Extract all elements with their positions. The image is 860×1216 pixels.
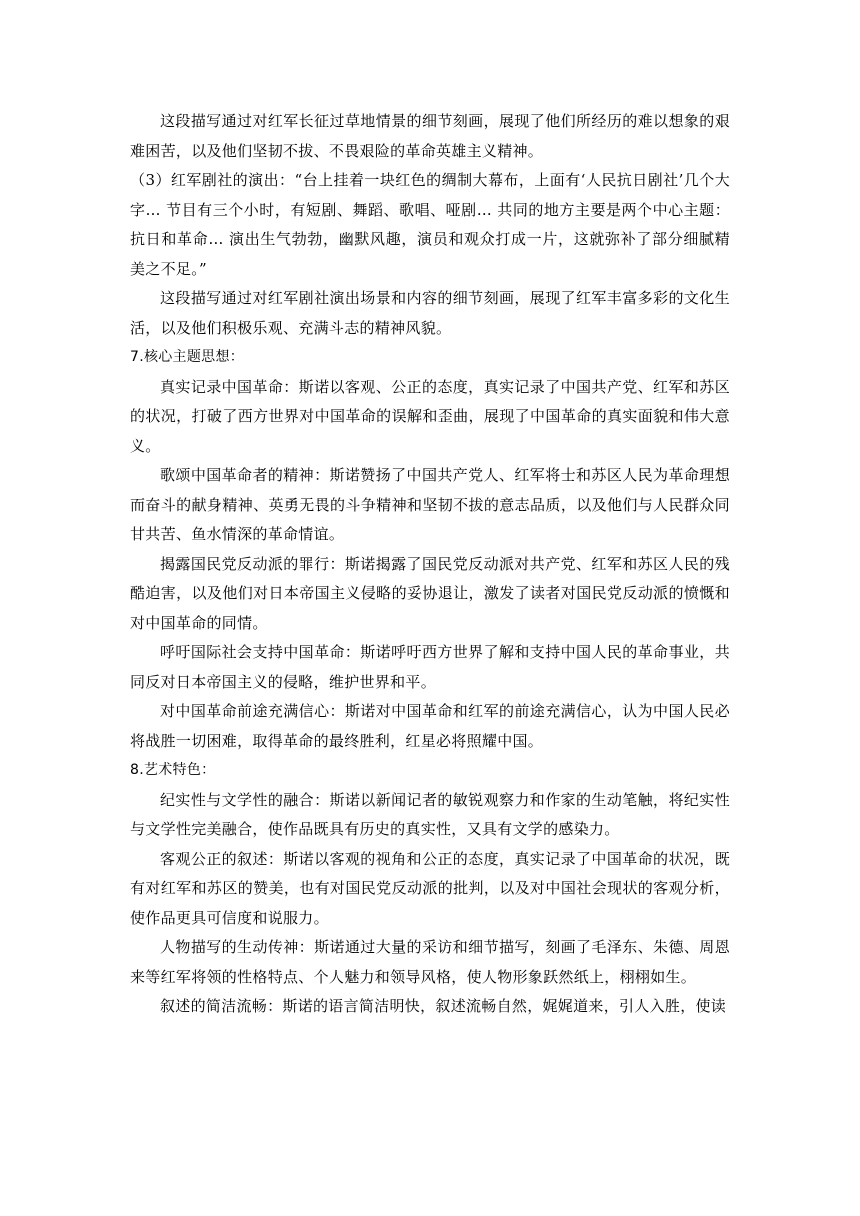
paragraph-art-documentary: 纪实性与文学性的融合：斯诺以新闻记者的敏锐观察力和作家的生动笔触，将纪实性与文学性完美融合，使作品既具有历史的真实性，又具有文学的感染力。 [130,790,730,838]
paragraph-theme-praise: 歌颂中国革命者的精神：斯诺赞扬了中国共产党人、红军将士和苏区人民为革命理想而奋斗的献身精神、英勇无畏的斗争精神和坚韧不拔的意志品质，以及他们与人民群众同甘共苦、鱼水情深的革命情谊。 [130,466,730,543]
section-heading-core-theme: 7.核心主题思想： [130,349,245,365]
paragraph-art-narration: 叙述的简洁流畅：斯诺的语言简洁明快，叙述流畅自然，娓娓道来，引人入胜，使读 [160,997,727,1015]
paragraph-theme-record: 真实记录中国革命：斯诺以客观、公正的态度，真实记录了中国共产党、红军和苏区的状况，打破了西方世界对中国革命的误解和歪曲，展现了中国革命的真实面貌和伟大意义。 [130,377,730,455]
paragraph-theme-appeal: 呼吁国际社会支持中国革命：斯诺呼吁西方世界了解和支持中国人民的革命事业，共同反对日本帝国主义的侵略，维护世界和平。 [130,643,730,691]
paragraph-drama-quote: （3）红军剧社的演出：“台上挂着一块红色的绸制大幕布，上面有‘人民抗日剧社’几个大字… 节目有三个小时，有短剧、舞蹈、歌唱、哑剧… 共同的地方主要是两个中心主题：抗日和革命… 演出生气勃勃，幽默风趣，演员和观众打成一片，这就弥补了部分细腻精美之不足。” [130,171,730,278]
paragraph-theme-expose: 揭露国民党反动派的罪行：斯诺揭露了国民党反动派对共产党、红军和苏区人民的残酷迫害，以及他们对日本帝国主义侵略的妥协退让，激发了读者对国民党反动派的愤慨和对中国革命的同情。 [130,554,730,632]
paragraph-art-objective: 客观公正的叙述：斯诺以客观的视角和公正的态度，真实记录了中国革命的状况，既有对红军和苏区的赞美，也有对国民党反动派的批判，以及对中国社会现状的客观分析，使作品更具可信度和说服力。 [130,849,730,927]
paragraph-art-characters: 人物描写的生动传神：斯诺通过大量的采访和细节描写，刻画了毛泽东、朱德、周恩来等红军将领的性格特点、个人魅力和领导风格，使人物形象跃然纸上，栩栩如生。 [130,938,730,986]
paragraph-grassland-analysis: 这段描写通过对红军长征过草地情景的细节刻画，展现了他们所经历的难以想象的艰难困苦，以及他们坚韧不拔、不畏艰险的革命英雄主义精神。 [130,112,730,160]
paragraph-theme-confidence: 对中国革命前途充满信心：斯诺对中国革命和红军的前途充满信心，认为中国人民必将战胜一切困难，取得革命的最终胜利，红星必将照耀中国。 [130,702,730,750]
paragraph-drama-analysis: 这段描写通过对红军剧社演出场景和内容的细节刻画，展现了红军丰富多彩的文化生活，以及他们积极乐观、充满斗志的精神风貌。 [130,289,730,337]
document-body [130,107,730,1022]
section-heading-art-features: 8.艺术特色： [130,762,216,778]
